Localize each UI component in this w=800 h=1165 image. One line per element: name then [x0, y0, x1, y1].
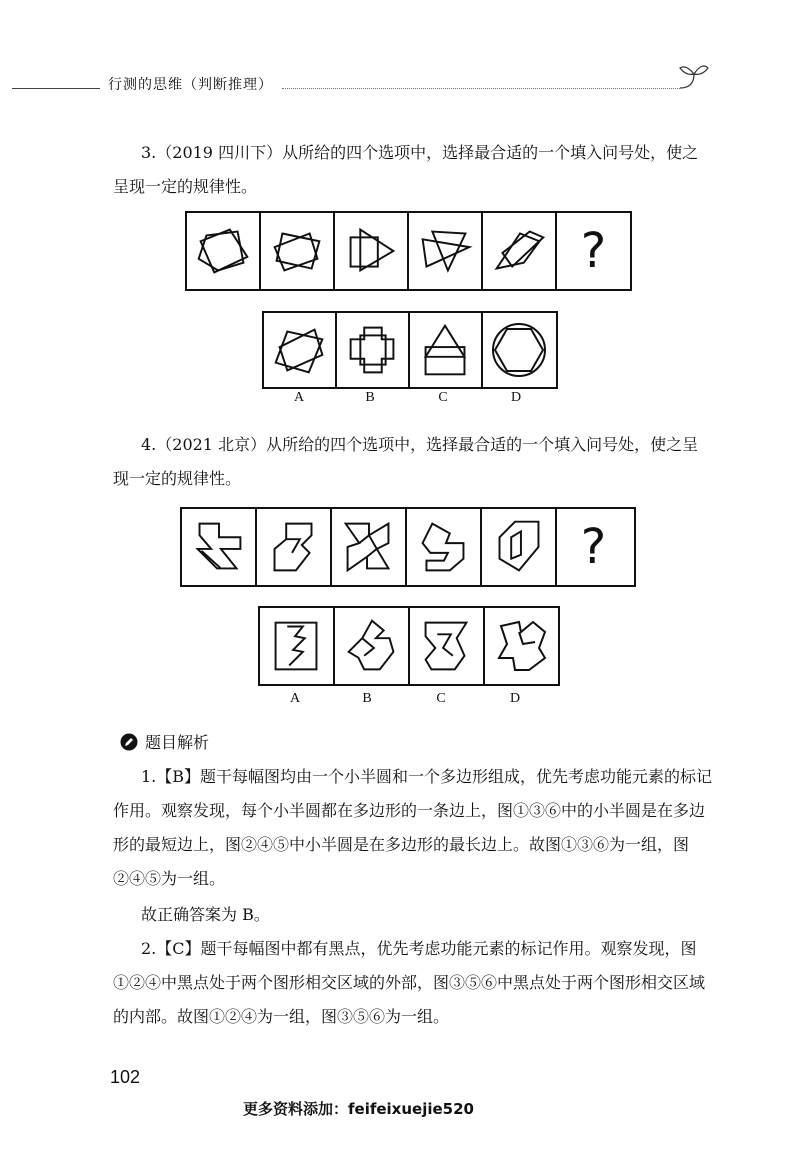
analysis-title: 题目解析 — [145, 733, 210, 752]
q4-option-b[interactable] — [335, 608, 410, 684]
pencil-icon — [120, 733, 138, 751]
q3-question-cell — [557, 213, 630, 289]
analysis-answer-1: 1.【B】题干每幅图均由一个小半圆和一个多边形组成，优先考虑功能元素的标记作用。观察发现，每个小半圆都在多边形的一条边上，图①③⑥中的小半圆是在多边形的最短边上，图②④⑤中小半圆是在多边形的最长边上。故图①③⑥为一组，图②④⑤为一组。 — [113, 767, 713, 888]
q4-figure-strip — [180, 507, 636, 587]
q3-figure-2 — [261, 213, 335, 289]
q3-option-c[interactable] — [410, 313, 483, 387]
header-title: 行测的思维（判断推理） — [108, 77, 273, 93]
q4-figure-1 — [182, 509, 257, 585]
q4-figure-3 — [332, 509, 407, 585]
q4-options-strip — [258, 606, 560, 686]
q3-figure-4 — [409, 213, 483, 289]
q3-figure-3 — [335, 213, 409, 289]
q3-option-label-c: C — [438, 390, 448, 405]
q3-option-label-b: B — [365, 390, 375, 405]
analysis-answer-2: 2.【C】题干每幅图中都有黑点，优先考虑功能元素的标记作用。观察发现，图①②④中黑点处于两个图形相交区域的外部，图③⑤⑥中黑点处于两个图形相交区域的内部。故图①②④为一组，图③⑤⑥为一组。 — [113, 939, 706, 1026]
q4-option-a[interactable] — [260, 608, 335, 684]
q3-option-label-d: D — [510, 390, 522, 405]
q3-options-strip — [262, 311, 558, 389]
q3-figure-1 — [187, 213, 261, 289]
sprout-icon — [676, 60, 712, 90]
question-4-text: 4.（2021 北京）从所给的四个选项中，选择最合适的一个填入问号处，使之呈现一定的规律性。 — [113, 435, 699, 488]
question-mark: ? — [580, 223, 607, 279]
q4-option-label-c: C — [436, 691, 446, 706]
q4-figure-5 — [482, 509, 557, 585]
question-3-text: 3.（2019 四川下）从所给的四个选项中，选择最合适的一个填入问号处，使之呈现一定的规律性。 — [113, 143, 699, 196]
analysis-answer-1-conclusion: 故正确答案为 B。 — [141, 905, 270, 924]
q3-option-b[interactable] — [337, 313, 410, 387]
q4-option-c[interactable] — [410, 608, 485, 684]
q4-option-d[interactable] — [485, 608, 558, 684]
footer-note: 更多资料添加：feifeixuejie520 — [243, 1100, 474, 1118]
q4-question-cell — [557, 509, 630, 585]
q4-option-label-b: B — [362, 691, 372, 706]
header-rule-right — [282, 88, 680, 89]
q4-option-label-d: D — [509, 691, 521, 706]
q4-figure-4 — [407, 509, 482, 585]
question-mark: ? — [580, 519, 607, 575]
q4-figure-2 — [257, 509, 332, 585]
header-rule-left — [12, 88, 100, 89]
page-number: 102 — [110, 1067, 141, 1087]
q3-figure-strip — [185, 211, 632, 291]
q3-option-d[interactable] — [483, 313, 556, 387]
q3-option-label-a: A — [293, 390, 305, 405]
q3-figure-5 — [483, 213, 557, 289]
q3-option-a[interactable] — [264, 313, 337, 387]
q4-option-label-a: A — [289, 691, 301, 706]
